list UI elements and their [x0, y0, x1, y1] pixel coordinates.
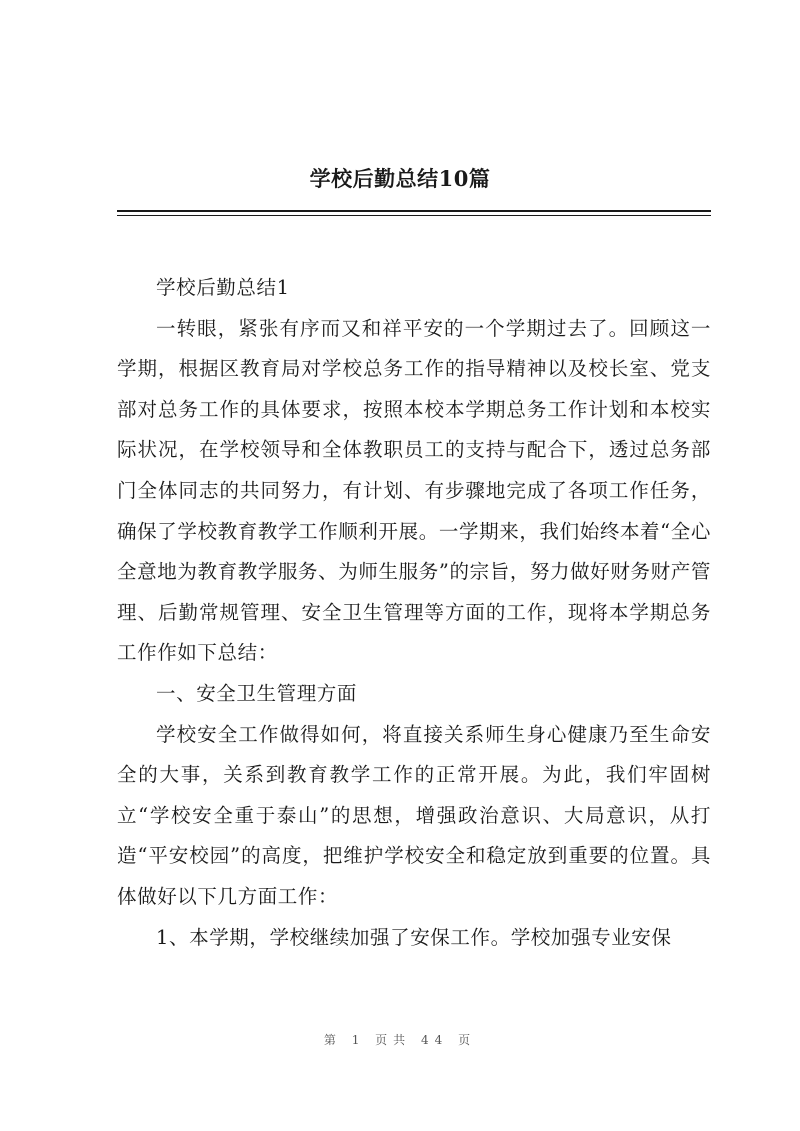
- body-paragraph: 1、本学期，学校继续加强了安保工作。学校加强专业安保: [156, 925, 672, 949]
- title-underline: [117, 210, 711, 212]
- body-paragraph: 一转眼，紧张有序而又和祥平安的一个学期过去了。回顾这一学期，根据区教育局对学校总务工作的指导精神以及校长室、党支部对总务工作的具体要求，按照本校本学期总务工作计划和本校实际状况，在学校领导和全体教职员工的支持与配合下，透过总务部门全体同志的共同努力，有计划、有步骤地完成了各项工作任务，确保了学校教育教学工作顺利开展。一学期来，我们始终本着“全心全意地为教育教学服务、为师生服务”的宗旨，努力做好财务财产管理、后勤常规管理、安全卫生管理等方面的工作，现将本学期总务工作作如下总结：: [117, 316, 711, 665]
- body-paragraph: 学校安全工作做得如何，将直接关系师生身心健康乃至生命安全的大事，关系到教育教学工作的正常开展。为此，我们牢固树立“学校安全重于泰山”的思想，增强政治意识、大局意识，从打造“平安校园”的高度，把维护学校安全和稳定放到重要的位置。具体做好以下几方面工作：: [117, 722, 711, 908]
- document-title: 学校后勤总结10篇: [309, 166, 491, 191]
- section-heading: 学校后勤总结1: [156, 276, 290, 299]
- page-number-footer: 第 1 页共 44 页: [323, 1033, 477, 1047]
- title-underline-thin: [117, 215, 711, 216]
- document-body: [117, 268, 711, 958]
- subsection-heading: 一、安全卫生管理方面: [156, 681, 358, 705]
